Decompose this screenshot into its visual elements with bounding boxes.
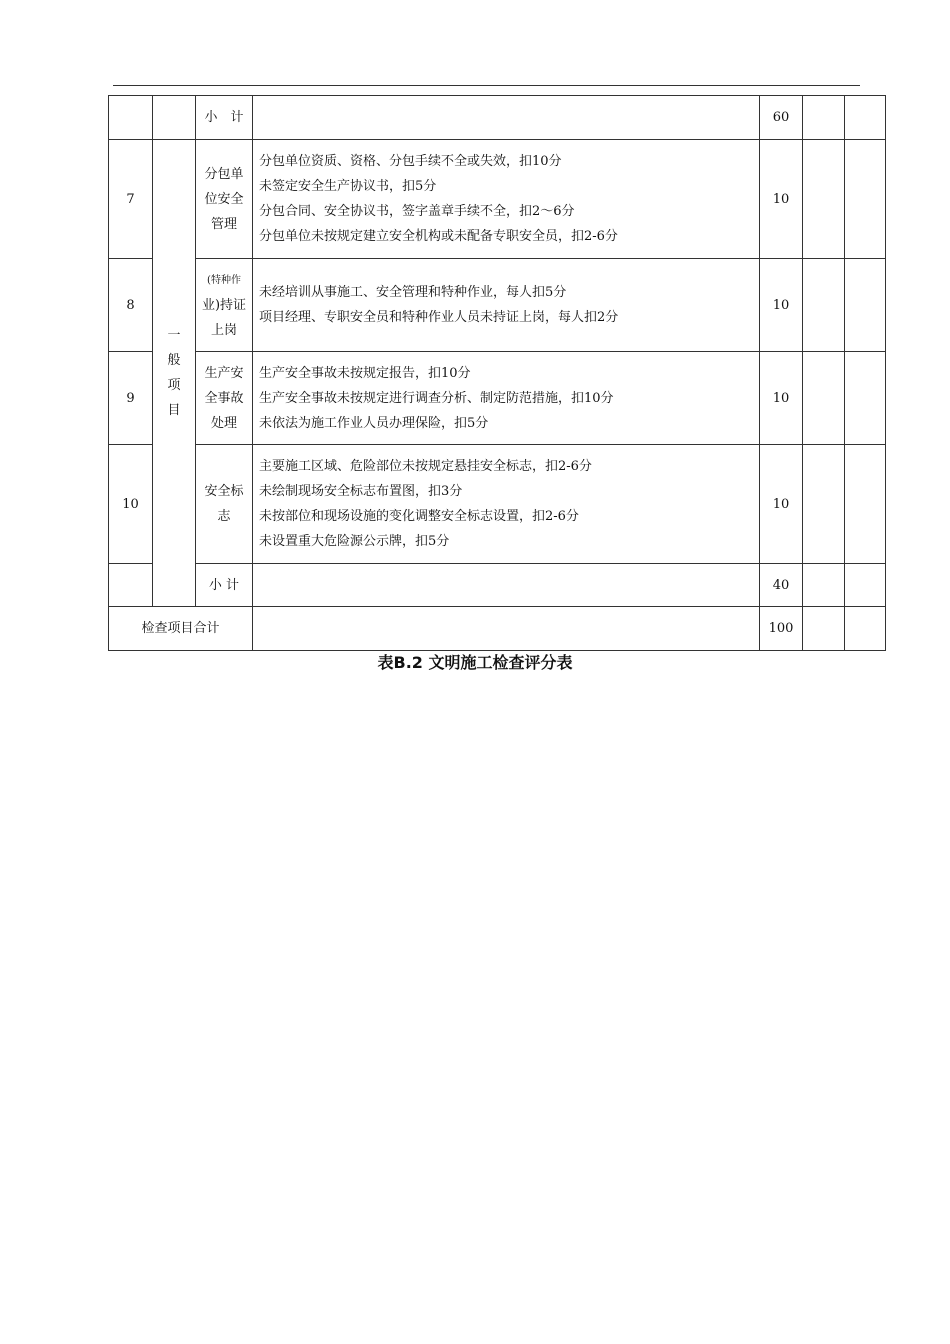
item-name-line: (特种作 [207, 274, 241, 286]
deduction-item: 生产安全事故未按规定进行调查分析、制定防范措施，扣10分 [259, 390, 614, 406]
actual-score-cell [845, 140, 886, 259]
deduction-item: 项目经理、专职安全员和特种作业人员未持证上岗，每人扣2分 [259, 310, 619, 325]
table-row-subtotal-top [109, 96, 886, 140]
item-name-line: 管理 [210, 216, 237, 232]
table-row-total [109, 607, 886, 651]
table-row [109, 445, 886, 564]
cell-actual-empty [845, 607, 886, 651]
row-score: 10 [760, 140, 803, 259]
deduction-items [253, 352, 760, 445]
deduction-item: 分包单位未按规定建立安全机构或未配备专职安全员，扣2-6分 [259, 229, 618, 244]
cell-deduct-empty [803, 96, 845, 140]
deducted-score-cell [803, 259, 845, 352]
deduction-item: 未经培训从事施工、安全管理和特种作业，每人扣5分 [259, 285, 567, 300]
item-name-line: 上岗 [210, 322, 237, 338]
deduction-item: 生产安全事故未按规定报告，扣10分 [259, 365, 471, 381]
deducted-score-cell [803, 352, 845, 445]
cell-no-empty [109, 564, 153, 607]
deduction-item: 主要施工区域、危险部位未按规定悬挂安全标志，扣2-6分 [259, 459, 592, 474]
cell-group-empty [153, 96, 196, 140]
row-number: 10 [109, 445, 153, 564]
actual-score-cell [845, 352, 886, 445]
table-caption: 表B.2 文明施工检查评分表 [377, 653, 573, 672]
row-number: 8 [109, 259, 153, 352]
total-score: 100 [760, 607, 803, 651]
score-table [108, 95, 886, 651]
cell-deduct-empty [803, 607, 845, 651]
item-name [196, 259, 253, 352]
subtotal-score: 40 [760, 564, 803, 607]
deduction-item: 未签定安全生产协议书，扣5分 [259, 179, 437, 194]
group-label-char: 项 [167, 378, 181, 393]
deduction-item: 未按部位和现场设施的变化调整安全标志设置，扣2-6分 [259, 509, 579, 524]
deduction-item: 分包单位资质、资格、分包手续不全或失效，扣10分 [259, 154, 562, 169]
cell-items-empty [253, 96, 760, 140]
deduction-item: 未依法为施工作业人员办理保险，扣5分 [259, 415, 489, 431]
subtotal-score: 60 [760, 96, 803, 140]
table-row-subtotal-bottom [109, 564, 886, 607]
item-name-line: 志 [217, 509, 231, 524]
group-label-char: 一 [167, 328, 181, 343]
item-name [196, 140, 253, 259]
subtotal-label: 小 计 [196, 564, 253, 607]
header-rule [113, 85, 860, 86]
table-row [109, 352, 886, 445]
cell-actual-empty [845, 96, 886, 140]
cell-no-empty [109, 96, 153, 140]
row-score: 10 [760, 352, 803, 445]
item-name-line: 业)持证 [201, 297, 247, 313]
group-label-cell [153, 140, 196, 607]
subtotal-label: 小 计 [196, 96, 253, 140]
cell-items-empty [253, 564, 760, 607]
actual-score-cell [845, 445, 886, 564]
item-name-line: 全事故 [204, 390, 244, 406]
deduction-items [253, 140, 760, 259]
item-name-line: 分包单 [204, 166, 244, 182]
row-number: 7 [109, 140, 153, 259]
deduction-item: 未绘制现场安全标志布置图，扣3分 [259, 484, 463, 499]
deduction-items [253, 445, 760, 564]
deduction-items [253, 259, 760, 352]
group-label-char: 目 [167, 403, 181, 418]
total-label: 检查项目合计 [109, 607, 253, 651]
deduction-item: 分包合同、安全协议书，签字盖章手续不全，扣2～6分 [259, 204, 575, 219]
item-name-line: 处理 [210, 415, 237, 431]
table-row [109, 259, 886, 352]
deducted-score-cell [803, 140, 845, 259]
deducted-score-cell [803, 445, 845, 564]
deduction-item: 未设置重大危险源公示牌，扣5分 [259, 534, 450, 549]
item-name-line: 位安全 [204, 191, 244, 207]
row-score: 10 [760, 445, 803, 564]
actual-score-cell [845, 259, 886, 352]
group-label-char: 般 [167, 353, 181, 368]
row-score: 10 [760, 259, 803, 352]
cell-items-empty [253, 607, 760, 651]
cell-deduct-empty [803, 564, 845, 607]
cell-actual-empty [845, 564, 886, 607]
table-row [109, 140, 886, 259]
row-number: 9 [109, 352, 153, 445]
item-name [196, 445, 253, 564]
item-name-line: 生产安 [204, 365, 244, 381]
item-name [196, 352, 253, 445]
item-name-line: 安全标 [204, 484, 244, 499]
